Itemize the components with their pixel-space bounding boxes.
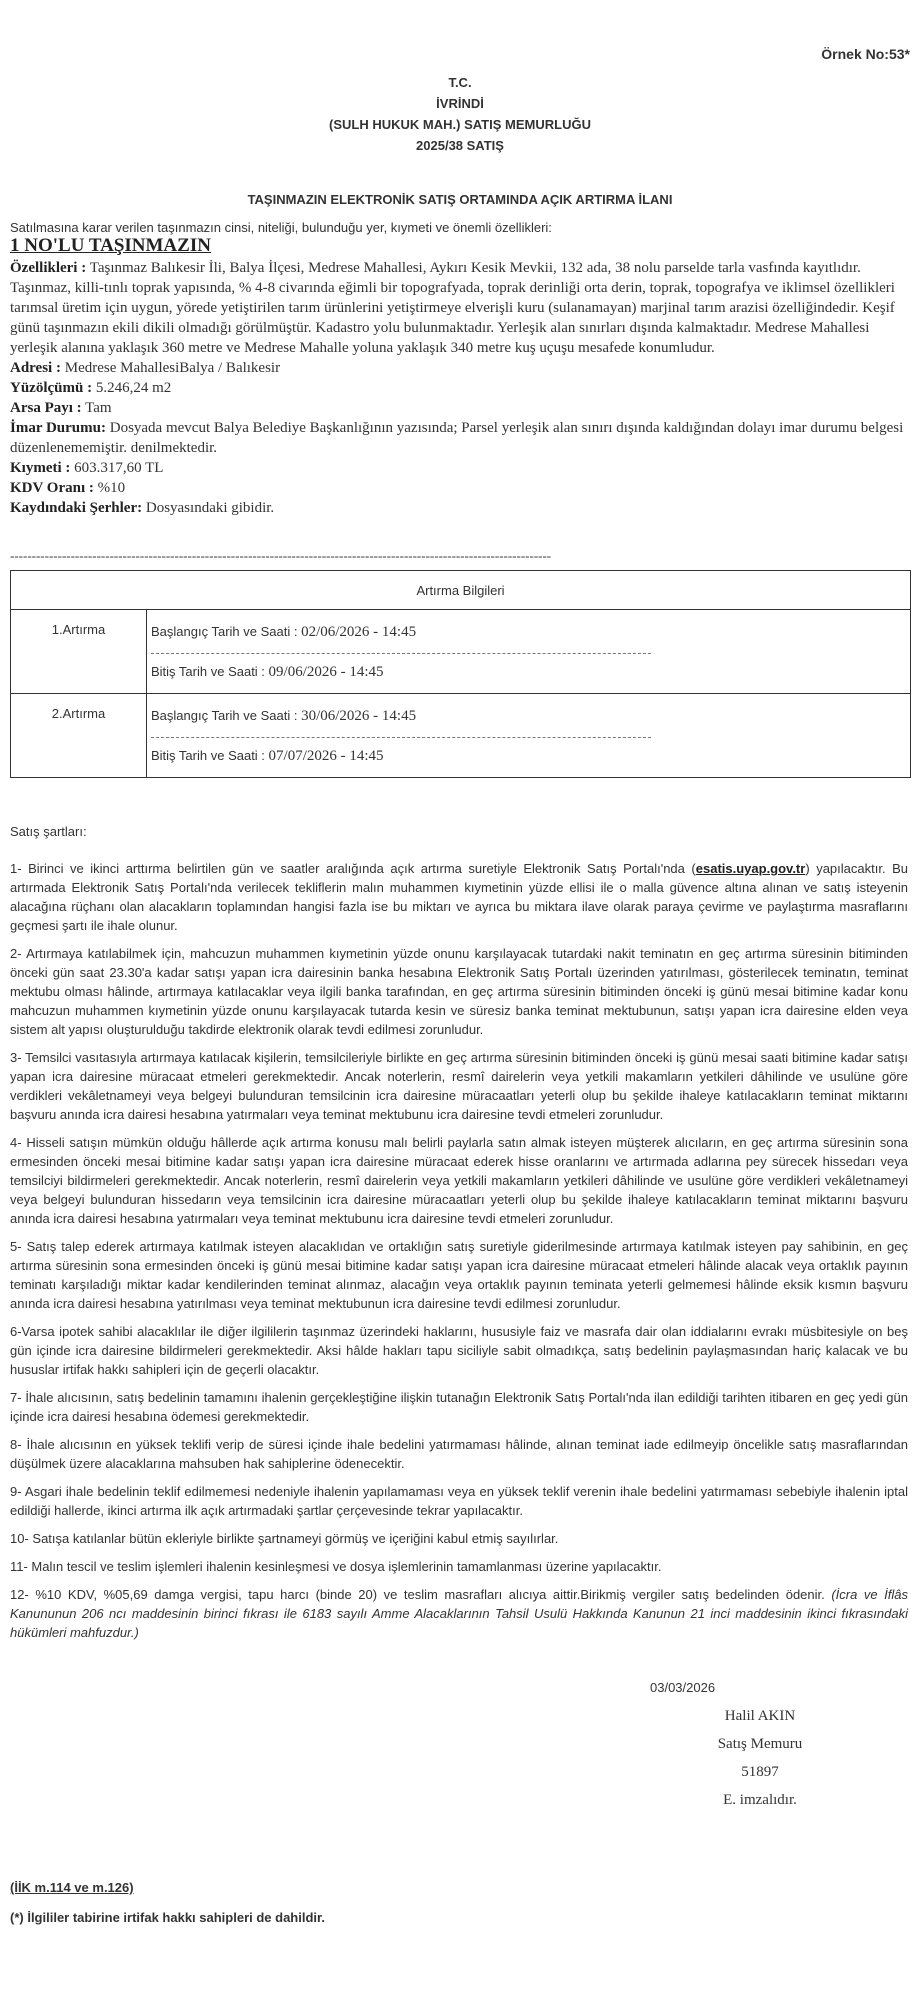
auction-row <box>11 694 911 778</box>
auction-start <box>151 694 906 737</box>
announcement-title: TAŞINMAZIN ELEKTRONİK SATIŞ ORTAMINDA AÇIK ARTIRMA İLANI <box>247 192 673 207</box>
condition-1-text: 1- Birinci ve ikinci arttırma belirtilen gün ve saatler aralığında açık artırma suretiyle Elektronik Satış Portalı'nda ( <box>10 861 696 876</box>
condition-1 <box>10 859 908 935</box>
features-value: Taşınmaz Balıkesir İli, Balya İlçesi, Medrese Mahallesi, Aykırı Kesik Mevkii, 132 ada, 38 nolu parselde tarla vasfında kayıtlıdır. Taşınmaz, killi-tınlı toprak yapısında, % 4-8 civarında eğimli bir topografyada, toprak derinliği orta derin, toprak, topografya ve iklimsel özellikleri tarımsal üretim için uygun, yörede yetiştirilen tarım ürünlerini yetiştirmeye elverişli kuru (sulanamayan) marjinal tarım arazisi özelliğindedir. Keşif günü taşınmazın ekili dikili olmadığı görülmüştür. Kadastro yolu bulunmaktadır. Yerleşik alan sınırları dışında kalmaktadır. Medrese Mahallesi yerleşik alanına yaklaşık 360 metre ve Medrese Mahalle yoluna yaklaşık 340 metre kuş uçuşu mesafede konumludur. <box>10 260 895 356</box>
header-office: (SULH HUKUK MAH.) SATIŞ MEMURLUĞU <box>329 117 591 132</box>
header-city: İVRİNDİ <box>436 96 484 111</box>
end-label: Bitiş Tarih ve Saati : <box>151 664 265 679</box>
annotations-label: Kaydındaki Şerhler: <box>10 500 143 516</box>
end-value: 07/07/2026 - 14:45 <box>268 748 384 764</box>
area-value: 5.246,24 m2 <box>95 380 172 396</box>
property-value <box>10 458 910 478</box>
signature-note: E. imzalıdır. <box>723 1792 797 1808</box>
document-header <box>0 72 920 156</box>
property-vat <box>10 478 910 498</box>
vat-value: %10 <box>97 480 126 496</box>
zoning-label: İmar Durumu: <box>10 420 106 436</box>
condition-1-text-cont: ) yapılacaktır. Bu artırmada Elektronik Satış Portalı'nda verilecek tekliflerin malın muhammen kıymetinin yüzde ellisi ile o malla güvence altına alınan ve satış isteyenin alacağına rüçhanı olan alacakların toplamından hangisi fazla ise bu miktarı ve ayrıca bu miktara ilave olarak paraya çevirme ve paylaştırma masraflarını geçmesi şartı ile ihale olunur. <box>10 861 908 933</box>
condition-6: 6-Varsa ipotek sahibi alacaklılar ile diğer ilgililerin taşınmaz üzerindeki haklarını, hususiyle faiz ve masrafa dair olan iddialarını evrakı müsbitesiyle on beş gün içinde icra dairesine bildirmeleri gerekmektedir. Aksi hâlde hakları tapu siciliyle sabit olmadıkça, satış bedelinin paylaşmasından hariç kalacak ve bu hususlar irtifak hakkı sahipleri için de geçerli olacaktır. <box>10 1324 908 1377</box>
condition-10: 10- Satışa katılanlar bütün ekleriyle birlikte şartnameyi görmüş ve içeriğini kabul etmiş sayılırlar. <box>10 1531 559 1546</box>
property-area <box>10 378 910 398</box>
start-value: 02/06/2026 - 14:45 <box>301 624 417 640</box>
address-value: Medrese MahallesiBalya / Balıkesir <box>64 360 281 376</box>
condition-11: 11- Malın tescil ve teslim işlemleri ihalenin kesinleşmesi ve dosya işlemlerinin tamamlanması üzerine yapılacaktır. <box>10 1559 662 1574</box>
signature-block <box>680 1702 840 1814</box>
end-label: Bitiş Tarih ve Saati : <box>151 748 265 763</box>
signatory-number: 51897 <box>741 1764 779 1780</box>
property-title: 1 NO'LU TAŞINMAZIN <box>10 235 211 256</box>
header-tc: T.C. <box>448 75 472 90</box>
features-label: Özellikleri : <box>10 260 87 276</box>
value-amount: 603.317,60 TL <box>74 460 164 476</box>
document-date: 03/03/2026 <box>650 1680 716 1695</box>
property-features <box>10 258 910 358</box>
end-value: 09/06/2026 - 14:45 <box>268 664 384 680</box>
header-file-number: 2025/38 SATIŞ <box>416 138 504 153</box>
auction-row <box>11 610 911 694</box>
auction-end <box>151 655 906 693</box>
condition-5: 5- Satış talep ederek artırmaya katılmak isteyen alacaklıdan ve ortaklığın satış suretiyle giderilmesinde artırmaya katılmak isteyen pay sahibinin, en geç artırma süresinin sona ermesinden önceki iş günü mesai bitimine kadar satışı yapan icra dairesine müracaat etmeleri hâlinde alacak veya ortaklık payının teminatı karşıladığı miktar kadar kendilerinden teminat alınmaz, alacağın veya ortaklık payının teminata yeterli gelmemesi hâlinde eksik kısmın başvuru anında icra dairesi hesabına yatırılması veya teminat mektubunun icra dairesine tevdi edilmesi zorunludur. <box>10 1239 908 1311</box>
esatis-link[interactable]: esatis.uyap.gov.tr <box>695 861 806 876</box>
auction-row-label: 2.Artırma <box>11 694 147 778</box>
separator-line: ----------------------------------------------------------------------------------------------------------------------------- <box>10 548 552 563</box>
auction-start <box>151 610 906 653</box>
property-description <box>10 258 910 518</box>
condition-3: 3- Temsilci vasıtasıyla artırmaya katılacak kişilerin, temsilcileriyle birlikte en geç artırma süresinin bitiminden önceki iş günü mesai saati bitimine kadar satışı yapan icra dairesine müracaat etmeleri gerekmektedir. Ancak noterlerin, resmî dairelerin veya yetkili makamların yetkileri dâhilinde ve usulüne göre verdikleri vekâletnameyi veya belgeyi bulunduran temsilcinin icra dairesine müracaatları yeterli olup bu şekilde ihaleye katılacakların teminat miktarını başvuru anında icra dairesi hesabına yatırmaları veya teminat mektubunu icra dairesine tevdi etmeleri zorunludur. <box>10 1050 908 1122</box>
start-label: Başlangıç Tarih ve Saati : <box>151 624 298 639</box>
auction-row-label: 1.Artırma <box>11 610 147 694</box>
condition-2: 2- Artırmaya katılabilmek için, mahcuzun muhammen kıymetinin yüzde onunu karşılayacak tutardaki nakit teminatın en geç artırma süresinin bitiminden önceki gün saat 23.30'a kadar satışı yapan icra dairesinin banka hesabına Elektronik Satış Portalı üzerinden yatırılması, gösterilecek teminatın, teminat mektubu olması hâlinde, artırmaya katılacaklar veya ilgili banka tarafından, en geç artırma süresinin bitiminden önceki iş günü mesai bitimine kadar konu mahcuzun muhammen kıymetinin yüzde onunu karşılayacak tutarda kesin ve süresiz banka teminat mektubunun, satışı yapan icra dairesine elden veya sistem alt yapısı oluşturulduğu takdirde elektronik olarak tevdi edilmesi zorunludur. <box>10 946 908 1037</box>
law-reference: (İİK m.114 ve m.126) <box>10 1880 134 1895</box>
property-share <box>10 398 910 418</box>
auction-end <box>151 739 906 777</box>
condition-8: 8- İhale alıcısının en yüksek teklifi verip de süresi içinde ihale bedelini yatırmaması hâlinde, alınan teminat iade edilmeyip öncelikle satış masraflarından düşülmek üzere alacaklarına mahsuben hak sahiplerine ödenecektir. <box>10 1437 908 1471</box>
area-label: Yüzölçümü : <box>10 380 93 396</box>
sale-conditions <box>10 822 908 1651</box>
condition-12 <box>10 1585 908 1642</box>
auction-table <box>10 570 911 778</box>
condition-12-note: (İcra ve İflâs Kanununun 206 ncı maddesinin birinci fıkrası ile 6183 sayılı Amme Alacaklarının Tahsil Usulü Hakkında Kanunun 21 inci maddesinin ikinci fıkrasındaki hükümleri mahfuzdur.) <box>10 1587 909 1640</box>
footnote: (*) İlgililer tabirine irtifak hakkı sahipleri de dahildir. <box>10 1910 325 1925</box>
property-zoning <box>10 418 910 458</box>
signatory-title: Satış Memuru <box>717 1736 803 1752</box>
zoning-value: Dosyada mevcut Balya Belediye Başkanlığının yazısında; Parsel yerleşik alan sınırı dışında kaldığından dolayı imar durumu belgesi düzenlenememiştir. denilmektedir. <box>10 420 904 456</box>
value-label: Kıymeti : <box>10 460 71 476</box>
condition-4: 4- Hisseli satışın mümkün olduğu hâllerde açık artırma konusu malı belirli paylarla satın almak isteyen müşterek alıcıların, en geç artırma süresinin sona ermesinden önceki mesai bitimine kadar satışı yapan icra dairesine müracaat ederek hisse oranlarını ve artırmada adlarına pey sürecek hissedarı veya temsilciyi bildirmeleri gerekmektedir. Ancak noterlerin, resmî dairelerin veya yetkili makamların yetkileri dâhilinde ve usulüne göre verdikleri vekâletnameyi veya belgeyi bulunduran hissedarın veya temsilcinin icra dairesine müracaatları yeterli olup bu şekilde ihaleye katılacakların teminat miktarını başvuru anında icra dairesi hesabına yatırmaları veya teminat mektubunu icra dairesine tevdi etmeleri zorunludur. <box>10 1135 908 1226</box>
condition-12-text: 12- %10 KDV, %05,69 damga vergisi, tapu harcı (binde 20) ve teslim masrafları alıcıya aittir.Birikmiş vergiler satış bedelinden ödenir. <box>10 1587 825 1602</box>
auction-table-title: Artırma Bilgileri <box>11 571 911 610</box>
condition-7: 7- İhale alıcısının, satış bedelinin tamamını ihalenin gerçekleştiğine ilişkin tutanağın Elektronik Satış Portalı'nda ilan edildiği tarihten itibaren en geç yedi gün içinde icra dairesi hesabına ödemesi gerekmektedir. <box>10 1390 908 1424</box>
property-address <box>10 358 910 378</box>
annotations-value: Dosyasındaki gibidir. <box>145 500 275 516</box>
start-label: Başlangıç Tarih ve Saati : <box>151 708 298 723</box>
condition-9: 9- Asgari ihale bedelinin teklif edilmemesi nedeniyle ihalenin yapılamaması veya en yüksek teklif verenin ihale bedelini yatırmaması sebebiyle ihalenin iptal edildiği hallerde, ikinci artırma ilk açık artırmadaki şartlar çerçevesinde tekrar yapılacaktır. <box>10 1484 908 1518</box>
property-annotations <box>10 498 910 518</box>
signatory-name: Halil AKIN <box>724 1708 796 1724</box>
start-value: 30/06/2026 - 14:45 <box>301 708 417 724</box>
vat-label: KDV Oranı : <box>10 480 94 496</box>
sample-number: Örnek No:53* <box>821 46 910 62</box>
address-label: Adresi : <box>10 360 61 376</box>
share-value: Tam <box>85 400 112 416</box>
conditions-title: Satış şartları: <box>10 824 87 839</box>
share-label: Arsa Payı : <box>10 400 82 416</box>
intro-text: Satılmasına karar verilen taşınmazın cinsi, niteliği, bulunduğu yer, kıymeti ve önemli özellikleri: <box>10 220 552 235</box>
